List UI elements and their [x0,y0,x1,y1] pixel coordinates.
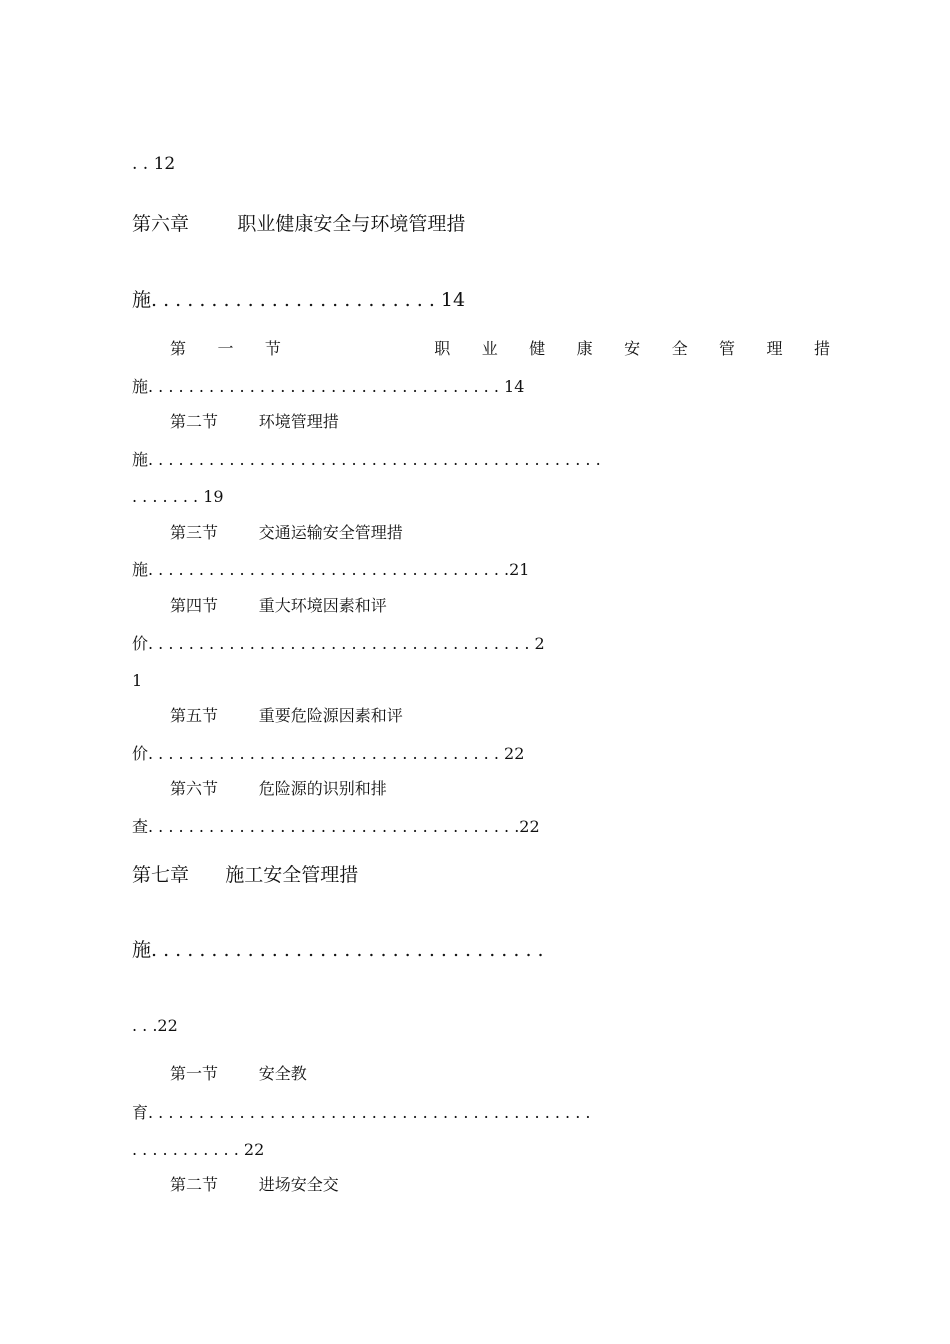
toc-chapter-6-title: 第六章 职业健康安全与环境管理措 [132,213,466,235]
toc-chapter-7-leader: 施. . . . . . . . . . . . . . . . . . . . . . . . . . . . . . . . . [132,939,544,961]
toc-section-6-1-leader: 施. . . . . . . . . . . . . . . . . . . . . . . . . . . . . . . . . . . 14 [132,377,525,396]
toc-section-6-4-leader-cont: 1 [132,671,143,690]
toc-section-6-3-title: 第三节 交通运输安全管理措 [170,523,403,542]
toc-section-7-1-leader: 育. . . . . . . . . . . . . . . . . . . . . . . . . . . . . . . . . . . . . . . . . . . . [132,1103,591,1122]
toc-section-6-2-title: 第二节 环境管理措 [170,412,339,431]
toc-section-6-1-title: 第 一 节 职 业 健 康 安 全 管 理 措 [170,339,830,358]
toc-section-6-3-leader: 施. . . . . . . . . . . . . . . . . . . . . . . . . . . . . . . . . . . .21 [132,560,530,579]
toc-section-6-4-leader: 价. . . . . . . . . . . . . . . . . . . . . . . . . . . . . . . . . . . . . . 2 [132,634,545,653]
toc-section-6-5-title: 第五节 重要危险源因素和评 [170,706,403,725]
toc-section-6-4-title: 第四节 重大环境因素和评 [170,596,387,615]
toc-section-6-2-leader: 施. . . . . . . . . . . . . . . . . . . . . . . . . . . . . . . . . . . . . . . . . . . . . [132,450,601,469]
toc-section-7-1-title: 第一节 安全教 [170,1064,307,1083]
toc-section-7-1-leader-cont: . . . . . . . . . . . 22 [132,1140,265,1159]
toc-section-6-6-leader: 查. . . . . . . . . . . . . . . . . . . . . . . . . . . . . . . . . . . . .22 [132,817,540,836]
toc-chapter-7-title: 第七章 施工安全管理措 [132,864,359,886]
toc-section-6-2-leader-cont: . . . . . . . 19 [132,487,224,506]
toc-chapter-7-leader-cont: . . .22 [132,1016,178,1035]
toc-line-continuation: . . 12 [132,154,176,174]
toc-chapter-6-leader: 施. . . . . . . . . . . . . . . . . . . . . . . . 14 [132,289,466,311]
toc-section-7-2-title: 第二节 进场安全交 [170,1175,339,1194]
toc-section-6-6-title: 第六节 危险源的识别和排 [170,779,387,798]
toc-section-6-5-leader: 价. . . . . . . . . . . . . . . . . . . . . . . . . . . . . . . . . . . 22 [132,744,525,763]
